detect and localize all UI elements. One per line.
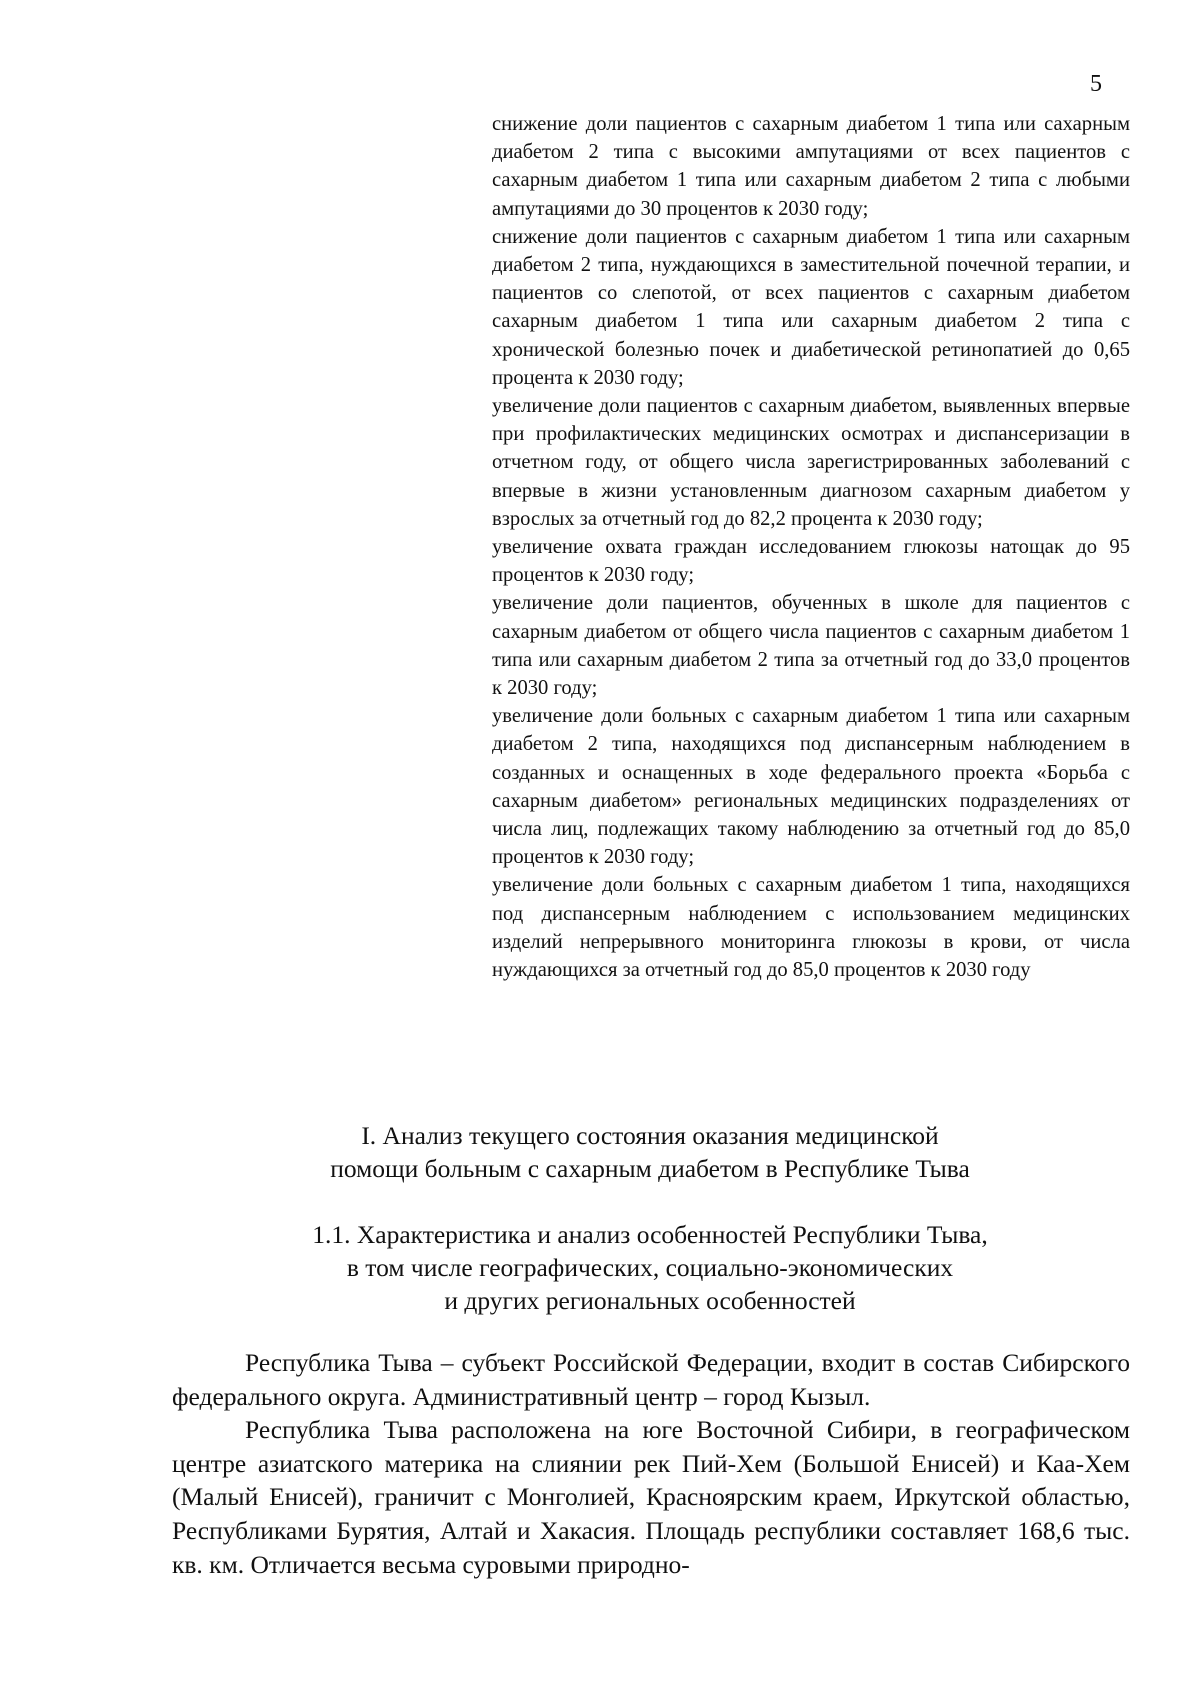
subsection-heading-line: в том числе географических, социально-экономических — [346, 1253, 954, 1282]
goal-item: увеличение доли больных с сахарным диабетом 1 типа, находящихся под диспансерным наблюдением с использованием медицинских изделий непрерывного мониторинга глюкозы в крови, от числа нуждающихся за отчетный год до 85,0 процентов к 2030 году — [492, 874, 1130, 982]
page-number: 5 — [1090, 71, 1102, 97]
subsection-heading — [170, 1218, 1130, 1317]
goal-item: снижение доли пациентов с сахарным диабетом 1 типа или сахарным диабетом 2 типа, нуждающихся в заместительной почечной терапии, и пациентов со слепотой, от всех пациентов с сахарным диабетом сахарным диабетом 1 типа или сахарным диабетом 2 типа с хронической болезнью почек и диабетической ретинопатией до 0,65 процента к 2030 году; — [492, 225, 1130, 389]
goal-item: снижение доли пациентов с сахарным диабетом 1 типа или сахарным диабетом 2 типа с высокими ампутациями от всех пациентов с сахарным диабетом 1 типа или сахарным диабетом 2 типа с любыми ампутациями до 30 процентов к 2030 году; — [492, 113, 1130, 220]
subsection-heading-line: и других региональных особенностей — [444, 1286, 856, 1315]
goals-list — [492, 110, 1130, 984]
goal-item: увеличение охвата граждан исследованием глюкозы натощак до 95 процентов к 2030 году; — [492, 536, 1130, 587]
goal-item: увеличение доли пациентов, обученных в школе для пациентов с сахарным диабетом от общего числа пациентов с сахарным диабетом 1 типа или сахарным диабетом 2 типа за отчетный год до 33,0 процентов к 2030 году; — [492, 592, 1130, 700]
body-paragraph: Республика Тыва – субъект Российской Федерации, входит в состав Сибирского федерального округа. Административный центр – город Кызыл. — [172, 1348, 1130, 1411]
section-heading-line: помощи больным с сахарным диабетом в Республике Тыва — [330, 1154, 970, 1183]
section-heading — [170, 1119, 1130, 1185]
section-heading-line: I. Анализ текущего состояния оказания медицинской — [361, 1121, 939, 1150]
subsection-heading-line: 1.1. Характеристика и анализ особенностей Республики Тыва, — [312, 1220, 988, 1249]
body-paragraph: Республика Тыва расположена на юге Восточной Сибири, в географическом центре азиатского материка на слиянии рек Пий-Хем (Большой Енисей) и Каа-Хем (Малый Енисей), граничит с Монголией, Красноярским краем, Иркутской областью, Республиками Бурятия, Алтай и Хакасия. Площадь республики составляет 168,6 тыс. кв. км. Отличается весьма суровыми природно- — [172, 1415, 1130, 1579]
goal-item: увеличение доли больных с сахарным диабетом 1 типа или сахарным диабетом 2 типа, находящихся под диспансерным наблюдением в созданных и оснащенных в ходе федерального проекта «Борьба с сахарным диабетом» региональных медицинских подразделениях от числа лиц, подлежащих такому наблюдению за отчетный год до 85,0 процентов к 2030 году; — [492, 705, 1130, 869]
goal-item: увеличение доли пациентов с сахарным диабетом, выявленных впервые при профилактических медицинских осмотрах и диспансеризации в отчетном году, от общего числа зарегистрированных заболеваний с впервые в жизни установленным диагнозом сахарным диабетом у взрослых за отчетный год до 82,2 процента к 2030 году; — [492, 395, 1130, 530]
body-text — [172, 1346, 1130, 1581]
